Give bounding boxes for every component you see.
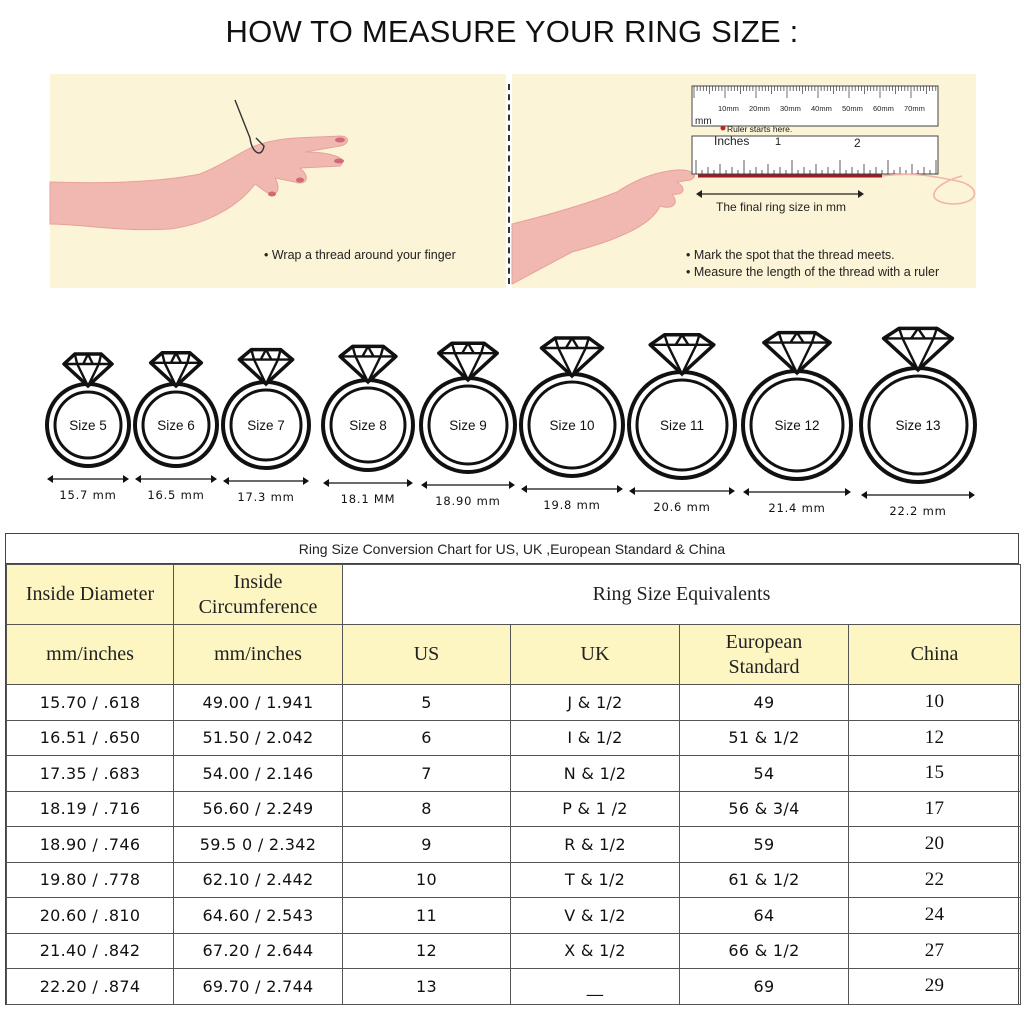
inside-diameter-cell: 18.90 / .746 (7, 827, 174, 863)
inside-circumference-cell: 56.60 / 2.249 (174, 791, 343, 827)
inside-diameter-header: Inside Diameter (7, 565, 174, 625)
european-size-cell: 59 (680, 827, 849, 863)
inside-circumference-cell: 67.20 / 2.644 (174, 933, 343, 969)
ring-measure-label: 22.2 mm (889, 504, 947, 518)
inside-diameter-cell: 19.80 / .778 (7, 862, 174, 898)
ring-size-label: Size 6 (157, 418, 195, 433)
ring-size-label: Size 12 (774, 418, 820, 433)
mm-mark-label: 50mm (842, 104, 863, 113)
uk-size-cell: P & 1 /2 (511, 791, 680, 827)
european-header (680, 625, 849, 685)
diamond-icon (64, 354, 112, 386)
uk-size-cell: X & 1/2 (511, 933, 680, 969)
uk-size-cell: J & 1/2 (511, 685, 680, 721)
inside-diameter-cell: 17.35 / .683 (7, 756, 174, 792)
china-size-cell: 10 (849, 685, 1021, 721)
ring-measure-label: 16.5 mm (147, 488, 205, 502)
us-size-cell: 8 (343, 791, 511, 827)
ring-size-13 (861, 328, 975, 518)
diamond-icon (340, 346, 396, 382)
table-row (7, 756, 1021, 792)
uk-size-cell: N & 1/2 (511, 756, 680, 792)
inch-mark-2: 2 (854, 136, 861, 150)
us-size-cell: 11 (343, 898, 511, 934)
chart-caption: Ring Size Conversion Chart for US, UK ,European Standard & China (6, 534, 1018, 564)
diamond-icon (764, 333, 830, 373)
ring-size-12 (743, 333, 851, 515)
ring-measure-label: 17.3 mm (237, 490, 295, 504)
ring-size-11 (629, 335, 735, 514)
ring-size-label: Size 10 (549, 418, 595, 433)
us-size-cell: 10 (343, 862, 511, 898)
inside-circumference-header (174, 565, 343, 625)
wrap-thread-panel (50, 74, 506, 288)
inside-circumference-cell: 51.50 / 2.042 (174, 720, 343, 756)
inside-circumference-cell: 64.60 / 2.543 (174, 898, 343, 934)
ring-size-9 (421, 343, 515, 508)
inside-diameter-cell: 20.60 / .810 (7, 898, 174, 934)
table-row (7, 827, 1021, 863)
inside-circumference-cell: 59.5 0 / 2.342 (174, 827, 343, 863)
european-size-cell: 49 (680, 685, 849, 721)
china-size-cell: 29 (849, 969, 1021, 1005)
ring-measure-label: 18.90 mm (435, 494, 501, 508)
ring-size-label: Size 5 (69, 418, 107, 433)
inside-diameter-cell: 16.51 / .650 (7, 720, 174, 756)
mm-unit-label: mm (695, 116, 712, 127)
ring-size-6 (135, 353, 217, 502)
china-size-cell: 24 (849, 898, 1021, 934)
wrap-thread-note: • Wrap a thread around your finger (264, 248, 456, 262)
diamond-icon (239, 350, 292, 384)
ring-size-equivalents-header: Ring Size Equivalents (343, 565, 1021, 625)
table-row (7, 898, 1021, 934)
table-row (7, 969, 1021, 1005)
european-size-cell: 56 & 3/4 (680, 791, 849, 827)
ring-measure-label: 19.8 mm (543, 498, 601, 512)
us-size-cell: 5 (343, 685, 511, 721)
us-size-cell: 7 (343, 756, 511, 792)
ring-size-label: Size 13 (895, 418, 941, 433)
european-line2: Standard (728, 655, 800, 678)
ring-measure-label: 15.7 mm (59, 488, 117, 502)
ring-size-illustrations (0, 300, 1024, 518)
china-size-cell: 15 (849, 756, 1021, 792)
inside-circumference-cell: 62.10 / 2.442 (174, 862, 343, 898)
european-size-cell: 54 (680, 756, 849, 792)
ring-size-10 (521, 338, 623, 512)
european-line1: European (725, 630, 803, 653)
inside-circumference-cell: 54.00 / 2.146 (174, 756, 343, 792)
mm-mark-label: 20mm (749, 104, 770, 113)
china-size-cell: 20 (849, 827, 1021, 863)
ring-size-7 (223, 350, 309, 504)
uk-size-cell: __ (511, 969, 680, 1005)
ring-measure-label: 18.1 MM (340, 492, 396, 506)
china-size-cell: 22 (849, 862, 1021, 898)
mm-mark-label: 40mm (811, 104, 832, 113)
us-size-cell: 13 (343, 969, 511, 1005)
mm-mark-label: 60mm (873, 104, 894, 113)
china-size-cell: 27 (849, 933, 1021, 969)
mm-mark-label: 10mm (718, 104, 739, 113)
inside-circumference-line2: Circumference (198, 595, 318, 618)
ring-size-label: Size 7 (247, 418, 285, 433)
ring-size-conversion-chart (5, 533, 1019, 1005)
china-size-cell: 17 (849, 791, 1021, 827)
ruler-start-note: Ruler starts here. (727, 124, 793, 134)
us-size-cell: 6 (343, 720, 511, 756)
ring-size-label: Size 9 (449, 418, 487, 433)
diamond-icon (884, 328, 953, 370)
inside-diameter-cell: 15.70 / .618 (7, 685, 174, 721)
table-body (7, 685, 1021, 1005)
mm-mark-label: 70mm (904, 104, 925, 113)
table-row (7, 720, 1021, 756)
uk-size-cell: R & 1/2 (511, 827, 680, 863)
uk-size-cell: V & 1/2 (511, 898, 680, 934)
conversion-table (6, 564, 1021, 1005)
table-row (7, 685, 1021, 721)
panel-divider (508, 84, 510, 284)
diameter-unit-header: mm/inches (7, 625, 174, 685)
inside-circumference-cell: 69.70 / 2.744 (174, 969, 343, 1005)
diamond-icon (151, 353, 202, 386)
inside-diameter-cell: 21.40 / .842 (7, 933, 174, 969)
diamond-icon (439, 343, 497, 380)
inside-circumference-line1: Inside (233, 570, 283, 593)
ring-size-8 (323, 346, 413, 506)
ring-size-label: Size 8 (349, 418, 387, 433)
ring-measure-label: 21.4 mm (768, 501, 826, 515)
european-size-cell: 61 & 1/2 (680, 862, 849, 898)
measure-length-note: • Measure the length of the thread with a ruler (686, 265, 940, 279)
mm-mark-label: 30mm (780, 104, 801, 113)
us-size-cell: 9 (343, 827, 511, 863)
us-header: US (343, 625, 511, 685)
inside-diameter-cell: 18.19 / .716 (7, 791, 174, 827)
china-header: China (849, 625, 1021, 685)
page-title: HOW TO MEASURE YOUR RING SIZE : (225, 14, 799, 49)
inside-circumference-cell: 49.00 / 1.941 (174, 685, 343, 721)
inside-diameter-cell: 22.20 / .874 (7, 969, 174, 1005)
inches-label: Inches (714, 134, 750, 148)
european-size-cell: 64 (680, 898, 849, 934)
inch-mark-1: 1 (775, 136, 782, 148)
us-size-cell: 12 (343, 933, 511, 969)
table-row (7, 862, 1021, 898)
uk-size-cell: I & 1/2 (511, 720, 680, 756)
ring-size-label: Size 11 (659, 418, 705, 433)
european-size-cell: 66 & 1/2 (680, 933, 849, 969)
european-size-cell: 51 & 1/2 (680, 720, 849, 756)
ring-measure-label: 20.6 mm (653, 500, 711, 514)
measure-thread-panel (512, 74, 976, 288)
diamond-icon (650, 335, 714, 374)
uk-header: UK (511, 625, 680, 685)
circumference-unit-header: mm/inches (174, 625, 343, 685)
ruler-start-dot (721, 126, 726, 131)
diamond-icon (542, 338, 603, 376)
uk-size-cell: T & 1/2 (511, 862, 680, 898)
china-size-cell: 12 (849, 720, 1021, 756)
mark-spot-note: • Mark the spot that the thread meets. (686, 248, 895, 262)
table-row (7, 933, 1021, 969)
ring-size-5 (47, 354, 129, 502)
table-row (7, 791, 1021, 827)
european-size-cell: 69 (680, 969, 849, 1005)
final-size-label: The final ring size in mm (716, 200, 847, 214)
